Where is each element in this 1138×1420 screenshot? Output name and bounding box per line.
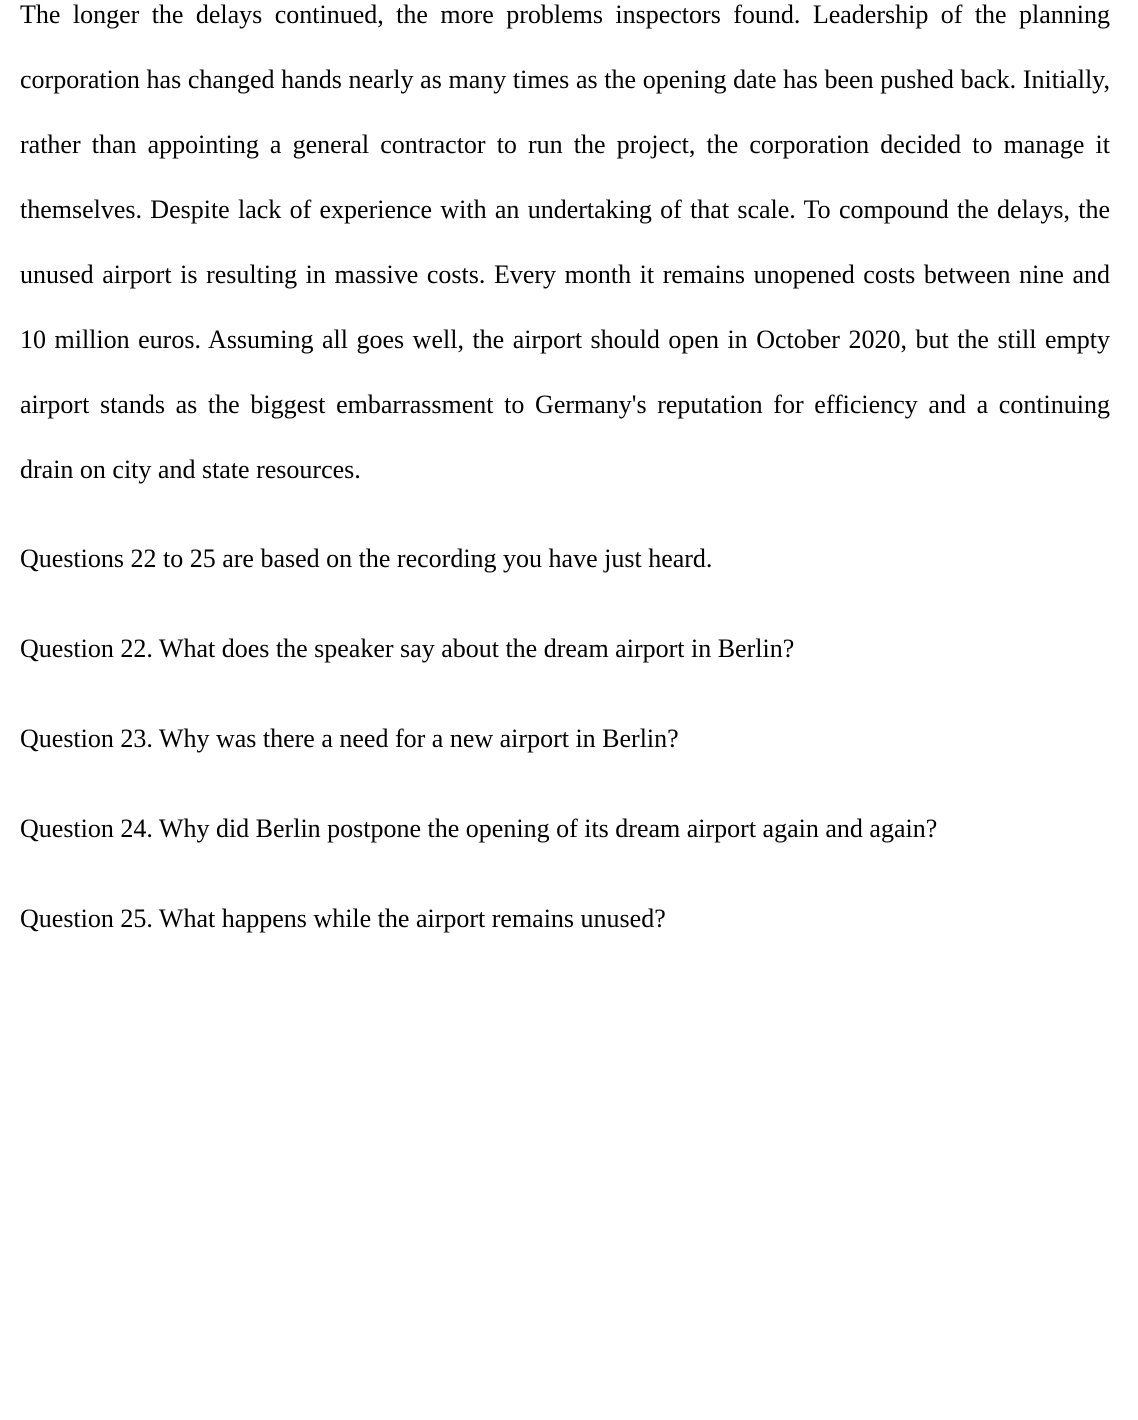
questions-intro: Questions 22 to 25 are based on the recording you have just heard. — [20, 544, 713, 573]
question-24: Question 24. Why did Berlin postpone the opening of its dream airport again and again? — [20, 814, 938, 843]
question-22: Question 22. What does the speaker say about the dream airport in Berlin? — [20, 634, 795, 663]
passage-paragraph: The longer the delays continued, the more problems inspectors found. Leadership of the planning corporation has changed hands nearly as many times as the opening date has been pushed back. Initially, rather than appointing a general contractor to run the project, the corporation decided to manage it themselves. Despite lack of experience with an undertaking of that scale. To compound the delays, the unused airport is resulting in massive costs. Every month it remains unopened costs between nine and 10 million euros. Assuming all goes well, the airport should open in October 2020, but the still empty airport stands as the biggest embarrassment to Germany's reputation for efficiency and a continuing drain on city and state resources. — [20, 0, 1110, 484]
document-page — [20, 0, 1110, 934]
question-23: Question 23. Why was there a need for a new airport in Berlin? — [20, 724, 679, 753]
question-25: Question 25. What happens while the airport remains unused? — [20, 904, 666, 933]
